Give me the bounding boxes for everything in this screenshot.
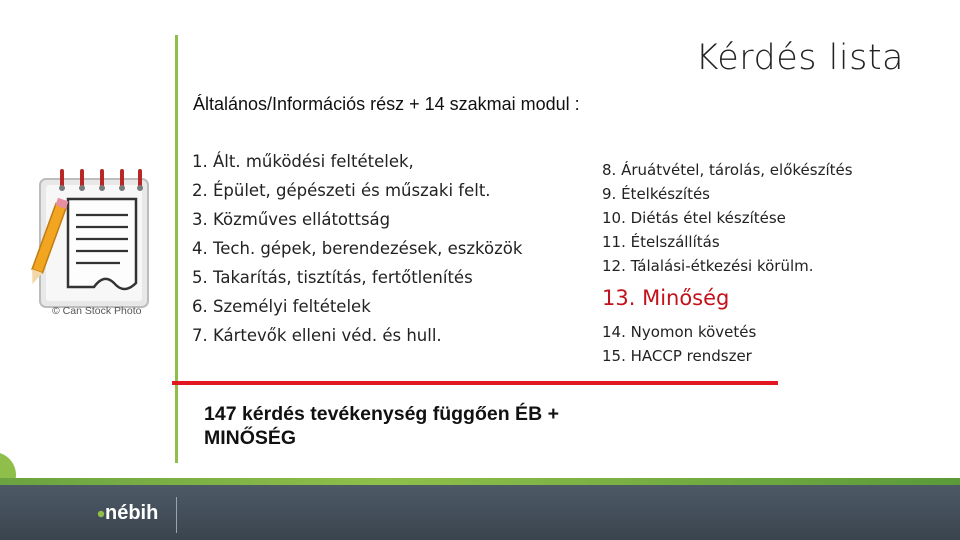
svg-text:nébih: nébih xyxy=(105,502,158,524)
nebih-logo xyxy=(96,495,158,525)
summary-line-2: MINŐSÉG xyxy=(204,427,297,449)
red-divider xyxy=(172,381,778,385)
list-item: 8. Áruátvétel, tárolás, előkészítés xyxy=(602,161,853,179)
list-item: 12. Tálalási-étkezési körülm. xyxy=(602,257,814,275)
image-credit: © Can Stock Photo xyxy=(52,305,142,317)
footer-green-band xyxy=(0,478,960,485)
list-item: 10. Diétás étel készítése xyxy=(602,209,786,227)
accent-vertical-line xyxy=(175,35,178,463)
list-item: 3. Közműves ellátottság xyxy=(192,210,391,229)
module-list-left xyxy=(192,147,522,350)
list-item: 11. Ételszállítás xyxy=(602,233,720,251)
list-item: 9. Ételkészítés xyxy=(602,185,710,203)
list-item: 14. Nyomon követés xyxy=(602,323,757,341)
module-list-right xyxy=(602,158,853,368)
highlighted-list-item: 13. Minőség xyxy=(602,286,730,310)
list-item: 6. Személyi feltételek xyxy=(192,297,371,316)
list-item: 7. Kártevők elleni véd. és hull. xyxy=(192,326,442,345)
summary-text xyxy=(204,402,559,450)
notepad-pencil-icon xyxy=(24,163,164,323)
list-item: 1. Ált. működési feltételek, xyxy=(192,152,414,171)
slide-title: Kérdés lista xyxy=(695,38,904,78)
list-item: 15. HACCP rendszer xyxy=(602,347,752,365)
logo-divider xyxy=(176,497,177,533)
list-item: 4. Tech. gépek, berendezések, eszközök xyxy=(192,239,523,258)
summary-line-1: 147 kérdés tevékenység függően ÉB + xyxy=(204,403,559,425)
slide-subtitle: Általános/Információs rész + 14 szakmai modul : xyxy=(193,94,580,114)
list-item: 2. Épület, gépészeti és műszaki felt. xyxy=(192,181,491,200)
list-item: 5. Takarítás, tisztítás, fertőtlenítés xyxy=(192,268,473,287)
